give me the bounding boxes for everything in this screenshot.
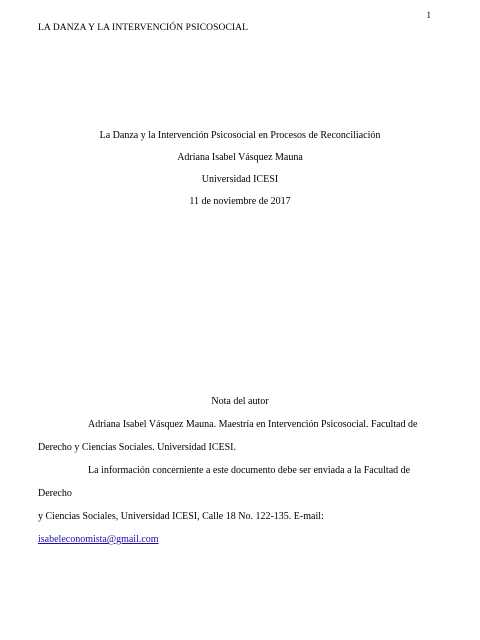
email-line <box>38 528 442 551</box>
author-note <box>38 390 442 551</box>
running-head: LA DANZA Y LA INTERVENCIÓN PSICOSOCIAL <box>38 23 249 33</box>
paper-title: La Danza y la Intervención Psicosocial en Procesos de Reconciliación <box>99 130 381 141</box>
author-note-line-2: Derecho y Ciencias Sociales. Universidad ICESI. <box>38 442 237 453</box>
date: 11 de noviembre de 2017 <box>189 196 291 207</box>
author-note-line-3: La información concerniente a este documento debe ser enviada a la Facultad de Derecho <box>38 465 411 499</box>
email-link[interactable]: isabeleconomista@gmail.com <box>38 534 159 545</box>
author-note-line-1: Adriana Isabel Vásquez Mauna. Maestría en Intervención Psicosocial. Facultad de <box>88 419 418 430</box>
title-block <box>0 125 480 213</box>
author-name: Adriana Isabel Vásquez Mauna <box>177 152 303 163</box>
author-note-line-4: y Ciencias Sociales, Universidad ICESI, Calle 18 No. 122-135. E-mail: <box>38 511 324 522</box>
author-note-heading: Nota del autor <box>211 396 269 407</box>
page-number: 1 <box>426 10 431 20</box>
institution: Universidad ICESI <box>201 174 279 185</box>
